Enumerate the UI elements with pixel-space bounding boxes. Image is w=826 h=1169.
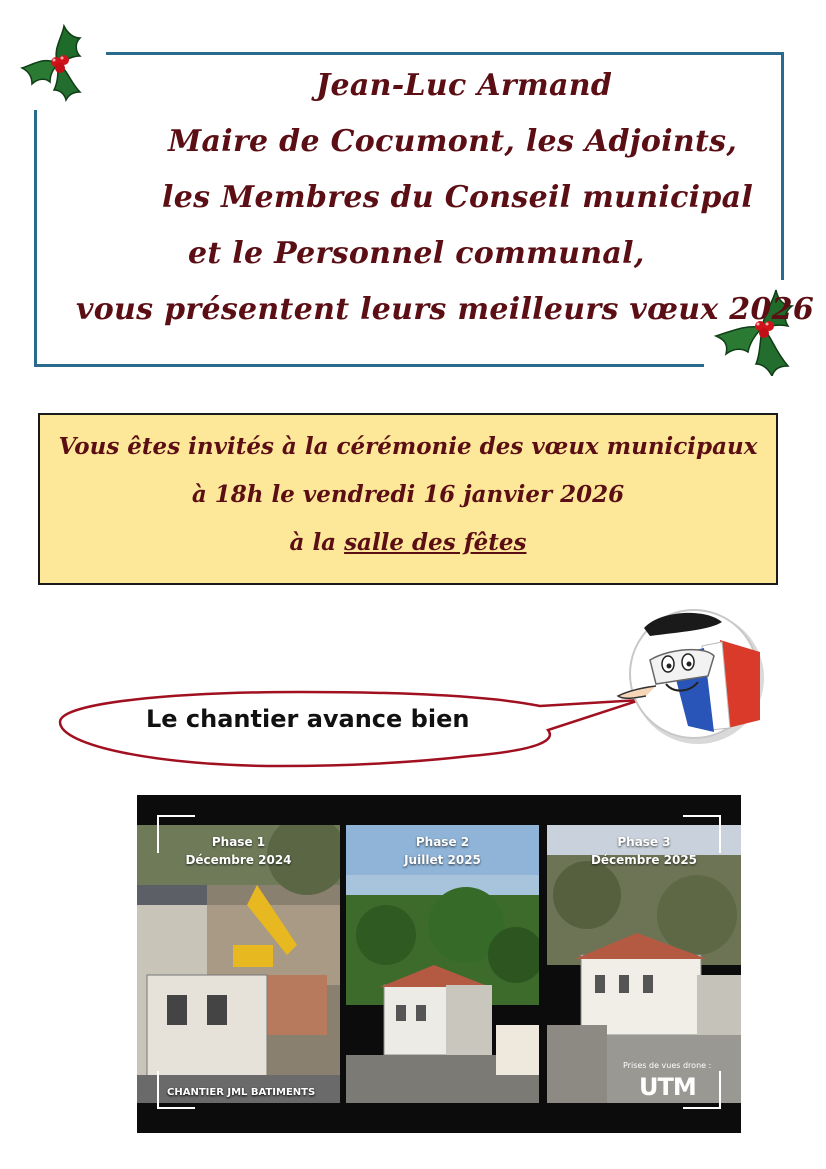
- frame-top-line: [106, 52, 784, 55]
- phase-1-title: Phase 1: [211, 835, 266, 849]
- phase-3-title: Phase 3: [617, 835, 671, 849]
- invitation-line-3: [40, 529, 776, 556]
- frame-corner-bottom-left: [157, 1071, 195, 1109]
- phase-2-title: Phase 2: [415, 835, 470, 849]
- construction-photo-strip: [137, 795, 741, 1133]
- photo-panel-phase-3: [547, 825, 741, 1103]
- invitation-line-3-prefix: à la: [289, 529, 345, 556]
- invitation-box: [38, 413, 778, 585]
- phase-1-date: Décembre 2024: [185, 853, 292, 867]
- phase-2-date: Juillet 2025: [404, 853, 481, 867]
- phase-3-date: Décembre 2025: [590, 853, 698, 867]
- invitation-venue: salle des fêtes: [344, 529, 527, 556]
- builder-credit: CHANTIER JML BATIMENTS: [167, 1087, 316, 1098]
- greeting-line-2: Maire de Cocumont, les Adjoints,: [168, 124, 738, 159]
- greeting-line-1: Jean-Luc Armand: [316, 68, 613, 103]
- drone-credit-label: Prises de vues drone :: [623, 1061, 712, 1070]
- utm-logo: UTM: [639, 1073, 696, 1101]
- photo-panel-phase-2: [346, 825, 539, 1103]
- mascot-character-icon: [610, 600, 770, 750]
- frame-corner-top-left: [157, 815, 195, 853]
- frame-corner-top-right: [683, 815, 721, 853]
- greeting-line-4: et le Personnel communal,: [188, 236, 645, 271]
- frame-bottom-line: [34, 364, 704, 367]
- invitation-line-2: à 18h le vendredi 16 janvier 2026: [191, 481, 625, 508]
- invitation-line-1: Vous êtes invités à la cérémonie des vœux municipaux: [58, 433, 758, 460]
- photo-panel-phase-1: [137, 825, 340, 1103]
- greeting-text: [34, 60, 814, 360]
- speech-bubble-text: Le chantier avance bien: [146, 705, 470, 733]
- greeting-line-5: vous présentent leurs meilleurs vœux 2026: [76, 292, 814, 327]
- frame-corner-bottom-right: [683, 1071, 721, 1109]
- greeting-line-3: les Membres du Conseil municipal: [162, 180, 754, 215]
